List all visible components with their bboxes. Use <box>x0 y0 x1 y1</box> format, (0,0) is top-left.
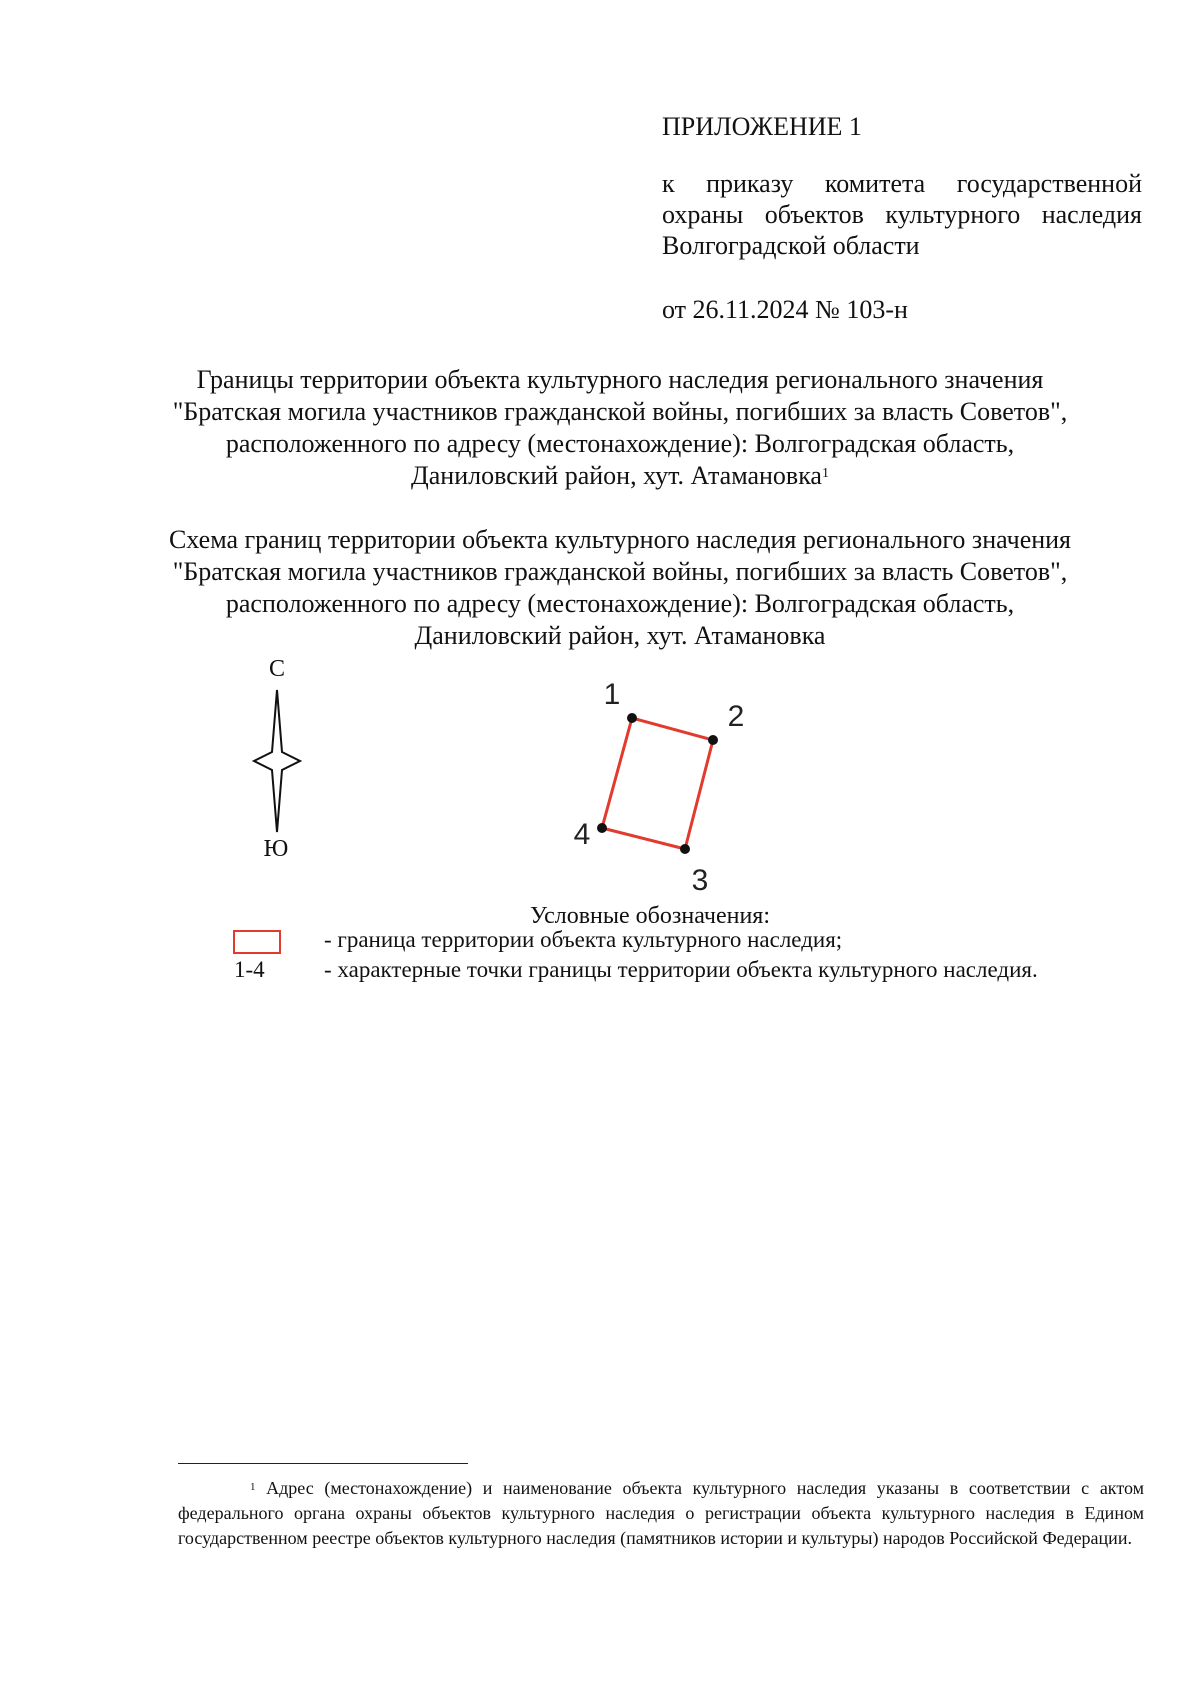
legend-boundary-swatch <box>233 930 281 954</box>
main-title <box>150 364 1090 492</box>
order-reference: к приказу комитета государственной охраны объектов культурного наследия Волгоградской области <box>662 169 1142 260</box>
scheme-title: Схема границ территории объекта культурного наследия регионального значения "Братская могила участников гражданской войны, погибших за власть Советов", расположенного по адресу (местонахождение): Волгоградская область, Даниловский район, хут. Атамановка <box>168 525 1072 650</box>
footnote-text: Адрес (местонахождение) и наименование объекта культурного наследия указаны в соответствии с актом федерального органа охраны объектов культурного наследия о регистрации объекта культурного наследия в Едином государственном реестре объектов культурного наследия (памятников истории и культуры) народов Российской Федерации. <box>178 1478 1144 1548</box>
compass-south-label: Ю <box>263 836 289 862</box>
boundary-point-1 <box>627 713 637 723</box>
footnote <box>178 1476 1144 1551</box>
legend-title: Условные обозначения: <box>529 903 771 929</box>
legend-points-text: - характерные точки границы территории объекта культурного наследия. <box>324 957 1038 982</box>
legend-points-symbol: 1-4 <box>234 957 265 982</box>
boundary-scheme <box>540 660 760 900</box>
boundary-point-label-3: 3 <box>691 864 709 897</box>
compass-north-label: С <box>268 656 285 682</box>
boundary-point-label-4: 4 <box>573 818 591 851</box>
boundary-point-label-1: 1 <box>603 678 621 711</box>
boundary-point-2 <box>708 735 718 745</box>
footnote-marker: 1 <box>250 1481 256 1493</box>
boundary-point-3 <box>680 844 690 854</box>
boundary-point-4 <box>597 823 607 833</box>
legend-boundary-text: - граница территории объекта культурного наследия; <box>324 927 843 952</box>
boundary-polygon <box>602 718 713 849</box>
main-title-text: Границы территории объекта культурного наследия регионального значения "Братская могила участников гражданской войны, погибших за власть Советов", расположенного по адресу (местонахождение): Волгоградская область, Даниловский район, хут. Атамановка <box>172 365 1068 490</box>
order-date: от 26.11.2024 № 103-н <box>662 295 908 324</box>
north-arrow-icon <box>250 688 302 834</box>
footnote-ref: 1 <box>821 466 829 481</box>
boundary-point-label-2: 2 <box>727 700 745 733</box>
footnote-divider <box>178 1463 468 1464</box>
appendix-label: ПРИЛОЖЕНИЕ 1 <box>662 112 862 141</box>
